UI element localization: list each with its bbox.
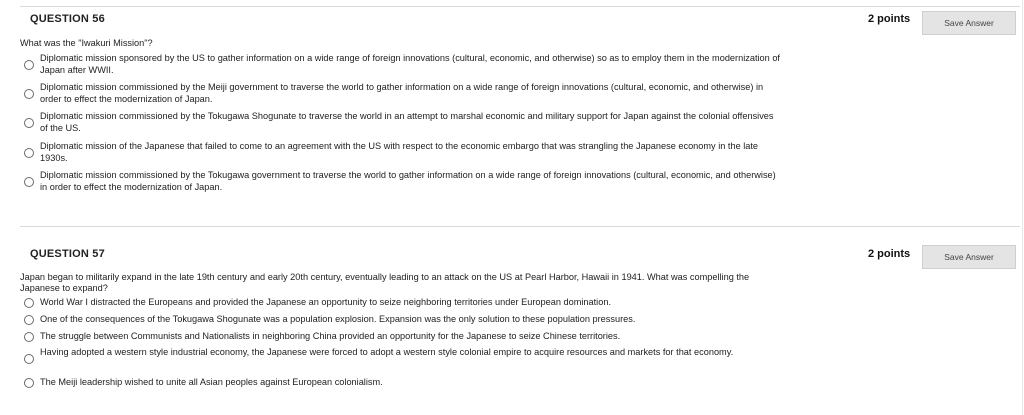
question-points: 2 points (868, 13, 911, 25)
radio-button[interactable] (24, 148, 34, 158)
question-header (20, 6, 1020, 36)
question-prompt: What was the "Iwakuri Mission"? (20, 38, 153, 48)
radio-button[interactable] (24, 118, 34, 128)
radio-button[interactable] (24, 177, 34, 187)
answer-option-label: Diplomatic mission sponsored by the US to gather information on a wide range of foreign innovations (cultural, economic, and otherwise) so as to employ them in the modernization of Japan after WWII. (40, 53, 780, 75)
question-prompt: Japan began to militarily expand in the late 19th century and early 20th century, eventually leading to an attack on the US at Pearl Harbor, Hawaii in 1941. What was compelling the Japanese to expand? (20, 272, 750, 293)
save-answer-button[interactable]: Save Answer (922, 245, 1016, 269)
question-points: 2 points (868, 248, 911, 260)
radio-button[interactable] (24, 332, 34, 342)
radio-button[interactable] (24, 354, 34, 364)
answer-option-label: Diplomatic mission commissioned by the Tokugawa government to traverse the world to gather information on a wide range of foreign innovations (cultural, economic, and otherwise) in order to effect the modernization of Japan. (40, 170, 776, 192)
answer-option-label: Diplomatic mission commissioned by the Tokugawa Shogunate to traverse the world in an attempt to marshal economic and military support for Japan against the colonial offensives of the US. (40, 111, 774, 133)
question-title: QUESTION 57 (30, 248, 105, 260)
answer-option-label: Having adopted a western style industrial economy, the Japanese were forced to adopt a western style colonial empire to acquire resources and markets for that economy. (40, 347, 734, 357)
radio-button[interactable] (24, 89, 34, 99)
question-title: QUESTION 56 (30, 13, 105, 25)
answer-option-label: One of the consequences of the Tokugawa Shogunate was a population explosion. Expansion was the only solution to these population pressures. (40, 314, 636, 324)
section-divider (20, 226, 1020, 227)
answer-option-label: Diplomatic mission of the Japanese that failed to come to an agreement with the US with respect to the economic embargo that was strangling the Japanese economy in the late 1930s. (40, 141, 759, 163)
answer-option-label: The Meiji leadership wished to unite all Asian peoples against European colonialism. (40, 377, 383, 387)
radio-button[interactable] (24, 60, 34, 70)
question-header (20, 242, 1020, 272)
answer-option-label: World War I distracted the Europeans and provided the Japanese an opportunity to seize neighboring territories under European domination. (40, 297, 611, 307)
radio-button[interactable] (24, 315, 34, 325)
answer-option-label: The struggle between Communists and Nationalists in neighboring China provided an opportunity for the Japanese to seize Chinese territories. (40, 331, 621, 341)
page-edge (1022, 0, 1023, 415)
save-answer-button[interactable]: Save Answer (922, 11, 1016, 35)
answer-option-label: Diplomatic mission commissioned by the Meiji government to traverse the world to gather information on a wide range of foreign innovations (cultural, economic, and otherwise) in order to effect the modernization of Japan. (40, 82, 764, 104)
radio-button[interactable] (24, 298, 34, 308)
radio-button[interactable] (24, 378, 34, 388)
